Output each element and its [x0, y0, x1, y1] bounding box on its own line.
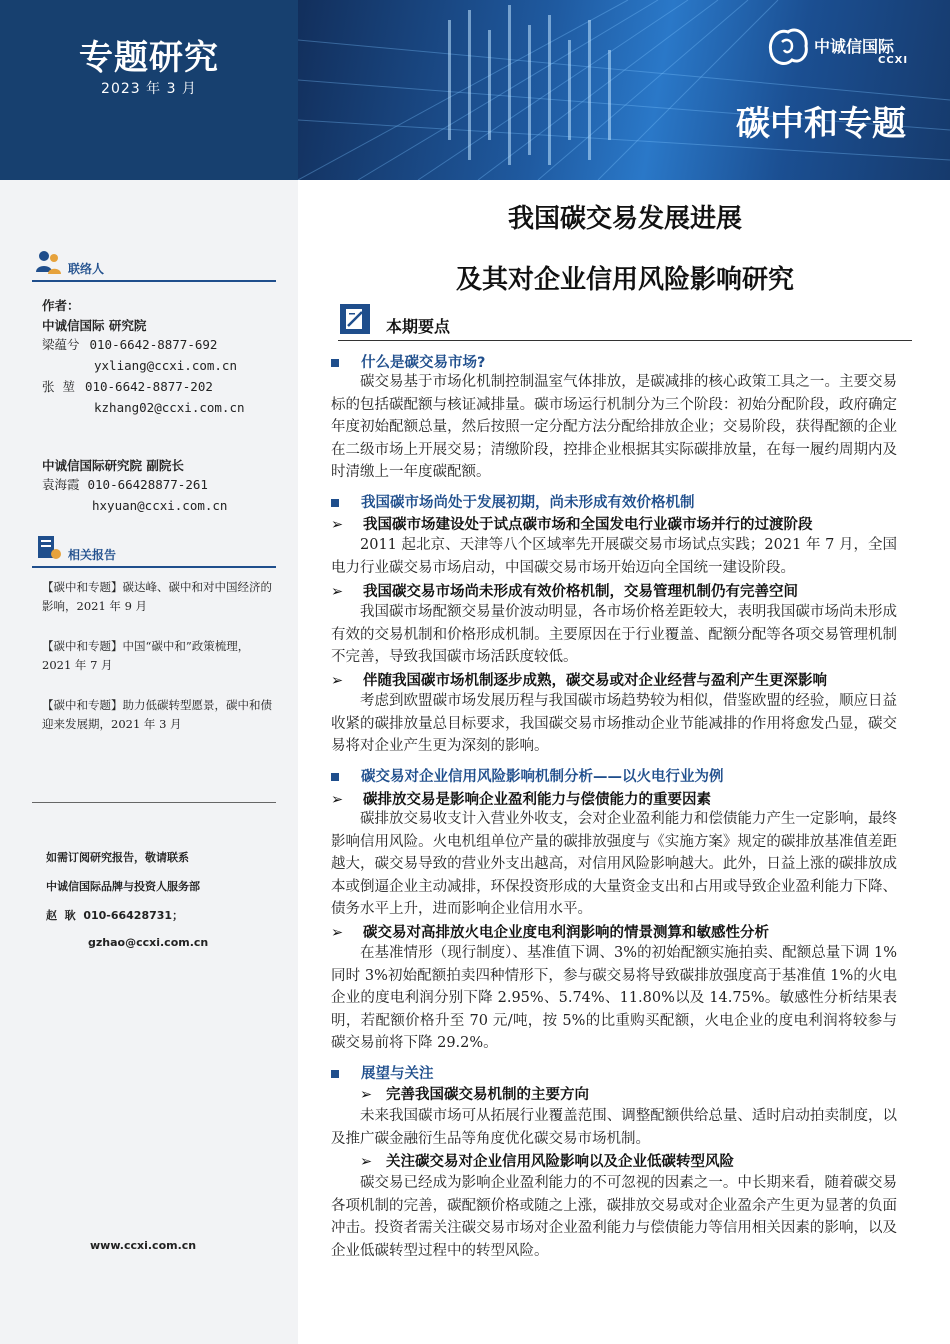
company-logo — [766, 26, 926, 70]
section-heading-label: 本期要点 — [386, 317, 451, 336]
sidebar-divider — [32, 802, 276, 803]
arrow-bullet-icon: ➢ — [331, 792, 344, 808]
logo-mark-icon — [766, 26, 810, 66]
subscribe-line-2: 中诚信国际品牌与投资人服务部 — [46, 880, 200, 893]
subheading-scenario-analysis: ➢ 碳交易对高排放火电企业度电利润影响的情景测算和敏感性分析 — [331, 925, 769, 941]
paragraph-3b: 在基准情形（现行制度）、基准值下调、3%的初始配额实施拍卖、配额总量下调 1%同时 3%初始配额拍卖四种情形下，参与碳交易将导致碳排放强度高于基准值 1%的火电企业的度电利润分别下降 2.95%、5.74%、11.80%以及 14.75%。敏感性分析结果表明，若配额价格升至 70 元/吨，按 5%的比重购买配额，火电企业的度电利润将较参与碳交易前将下降 29.2%。 — [331, 945, 897, 1051]
paragraph-4a: 未来我国碳市场可从拓展行业覆盖范围、调整配额供给总量、适时启动拍卖制度，以及推广碳金融衍生品等角度优化碳交易市场机制。 — [331, 1108, 897, 1147]
arrow-bullet-icon: ➢ — [331, 517, 344, 533]
related-heading-label: 相关报告 — [68, 548, 117, 562]
square-bullet-icon — [331, 359, 339, 367]
arrow-bullet-icon: ➢ — [331, 584, 344, 600]
arrow-bullet-icon: ➢ — [331, 925, 344, 941]
subheading-key-factor: ➢ 碳排放交易是影响企业盈利能力与偿债能力的重要因素 — [331, 792, 711, 808]
subscribe-contact: 赵 耿 010-66428731； — [46, 909, 184, 922]
heading-outlook: 展望与关注 — [331, 1062, 434, 1083]
deputy-name: 袁海霞 — [42, 477, 80, 492]
heading-what-is-carbon-market: 什么是碳交易市场? — [331, 351, 485, 372]
author-1 — [42, 335, 217, 355]
author-2-name: 张 堃 — [42, 379, 75, 394]
contact-heading-label: 联络人 — [68, 262, 105, 276]
section-heading — [338, 302, 912, 341]
subscribe-line-1: 如需订阅研究报告，敬请联系 — [46, 851, 189, 864]
paragraph-1: 碳交易基于市场化机制控制温室气体排放，是碳减排的核心政策工具之一。主要交易标的包括碳配额与核证减排量。碳市场运行机制分为三个阶段：初始分配阶段，政府确定年度初始配额总量，然后按照一定分配方法分配给排放企业；交易阶段，获得配额的企业在二级市场上开展交易；清缴阶段，控排企业根据其实际碳排放量，在每一履约周期内及时清缴上一年度碳配额。 — [331, 374, 897, 480]
paragraph-2c: 考虑到欧盟碳市场发展历程与我国碳市场趋势较为相似，借鉴欧盟的经验，顺应日益收紧的碳排放量总目标要求，我国碳交易市场推动企业节能减排的作用将愈发凸显，碳交易将对企业产生更为深刻的影响。 — [331, 693, 897, 754]
subheading-focus-risk: ➢ 关注碳交易对企业信用风险影响以及企业低碳转型风险 — [360, 1154, 734, 1170]
author-2-email[interactable]: kzhang02@ccxi.com.cn — [94, 400, 245, 415]
related-heading — [32, 534, 276, 568]
report-icon — [34, 534, 64, 562]
report-date: 2023 年 3 月 — [101, 81, 197, 97]
header-banner — [0, 0, 950, 180]
subheading-improve-mechanism: ➢ 完善我国碳交易机制的主要方向 — [360, 1087, 589, 1103]
deputy-title: 中诚信国际研究院 副院长 — [42, 458, 184, 473]
subheading-deeper-impact: ➢ 伴随我国碳市场机制逐步成熟，碳交易或对企业经营与盈利产生更深影响 — [331, 673, 827, 689]
institute-name: 中诚信国际 研究院 — [42, 318, 147, 333]
website-link[interactable]: www.ccxi.com.cn — [90, 1239, 197, 1252]
report-type: 专题研究 — [79, 38, 219, 78]
subscribe-email[interactable]: gzhao@ccxi.com.cn — [88, 936, 209, 949]
square-bullet-icon — [331, 1070, 339, 1078]
contact-heading — [32, 248, 276, 282]
author-1-name: 梁蕴兮 — [42, 337, 80, 352]
paragraph-3a: 碳排放交易收支计入营业外收支，会对企业盈利能力和偿债能力产生一定影响，最终影响信用风险。火电机组单位产量的碳排放强度与《实施方案》规定的碳排放基准值差距越大，碳交易导致的营业外支出越高，对信用风险影响越大。此外，日益上涨的碳排放成本或倒逼企业主动减排，环保投资形成的大量资金支出和占用或导致企业盈利能力下降、债务水平上升，进而影响企业信用水平。 — [331, 811, 897, 917]
main-title-line-2: 及其对企业信用风险影响研究 — [455, 265, 794, 295]
heading-market-early-stage: 我国碳市场尚处于发展初期，尚未形成有效价格机制 — [331, 491, 695, 512]
paragraph-4b: 碳交易已经成为影响企业盈利能力的不可忽视的因素之一。中长期来看，随着碳交易各项机制的完善，碳配额价格或随之上涨，碳排放交易或对企业盈余产生更为显著的负面冲击。投资者需关注碳交易市场对企业盈利能力与偿债能力等信用相关因素的影响，以及企业低碳转型过程中的转型风险。 — [331, 1175, 897, 1259]
arrow-bullet-icon: ➢ — [360, 1087, 373, 1103]
related-report-3[interactable]: 【碳中和专题】助力低碳转型愿景，碳中和债迎来发展期，2021 年 3 月 — [42, 698, 272, 731]
topic-title: 碳中和专题 — [736, 104, 906, 144]
author-1-phone: 010-6642-8877-692 — [89, 337, 218, 352]
author-2 — [42, 377, 213, 397]
author-label: 作者： — [42, 298, 80, 313]
deputy-email[interactable]: hxyuan@ccxi.com.cn — [92, 498, 228, 513]
author-2-phone: 010-6642-8877-202 — [84, 379, 213, 394]
heading-credit-risk-mechanism: 碳交易对企业信用风险影响机制分析——以火电行业为例 — [331, 765, 724, 786]
deputy — [42, 475, 208, 495]
related-report-2[interactable]: 【碳中和专题】中国“碳中和”政策梳理，2021 年 7 月 — [42, 639, 250, 672]
arrow-bullet-icon: ➢ — [360, 1154, 373, 1170]
arrow-bullet-icon: ➢ — [331, 673, 344, 689]
main-title-line-1: 我国碳交易发展进展 — [507, 204, 742, 234]
subheading-no-price-mechanism: ➢ 我国碳交易市场尚未形成有效价格机制，交易管理机制仍有完善空间 — [331, 584, 798, 600]
deputy-phone: 010-66428877-261 — [87, 477, 208, 492]
paragraph-2a: 2011 起北京、天津等八个区域率先开展碳交易市场试点实践；2021 年 7 月，全国电力行业碳交易市场启动，中国碳交易市场开始迈向全国统一建设阶段。 — [331, 537, 897, 576]
subheading-transition-phase: ➢ 我国碳市场建设处于试点碳市场和全国发电行业碳市场并行的过渡阶段 — [331, 517, 813, 533]
document-icon — [338, 302, 374, 338]
square-bullet-icon — [331, 499, 339, 507]
logo-chinese: 中诚信国际 — [814, 37, 895, 56]
logo-english: CCXI — [878, 55, 909, 66]
square-bullet-icon — [331, 773, 339, 781]
author-1-email[interactable]: yxliang@ccxi.com.cn — [94, 358, 237, 373]
related-report-1[interactable]: 【碳中和专题】碳达峰、碳中和对中国经济的影响，2021 年 9 月 — [42, 580, 272, 613]
people-icon — [34, 248, 64, 276]
paragraph-2b: 我国碳市场配额交易量价波动明显，各市场价格差距较大，表明我国碳市场尚未形成有效的交易机制和价格形成机制。主要原因在于行业覆盖、配额分配等各项交易管理机制不完善，导致我国碳市场活跃度较低。 — [331, 604, 897, 665]
